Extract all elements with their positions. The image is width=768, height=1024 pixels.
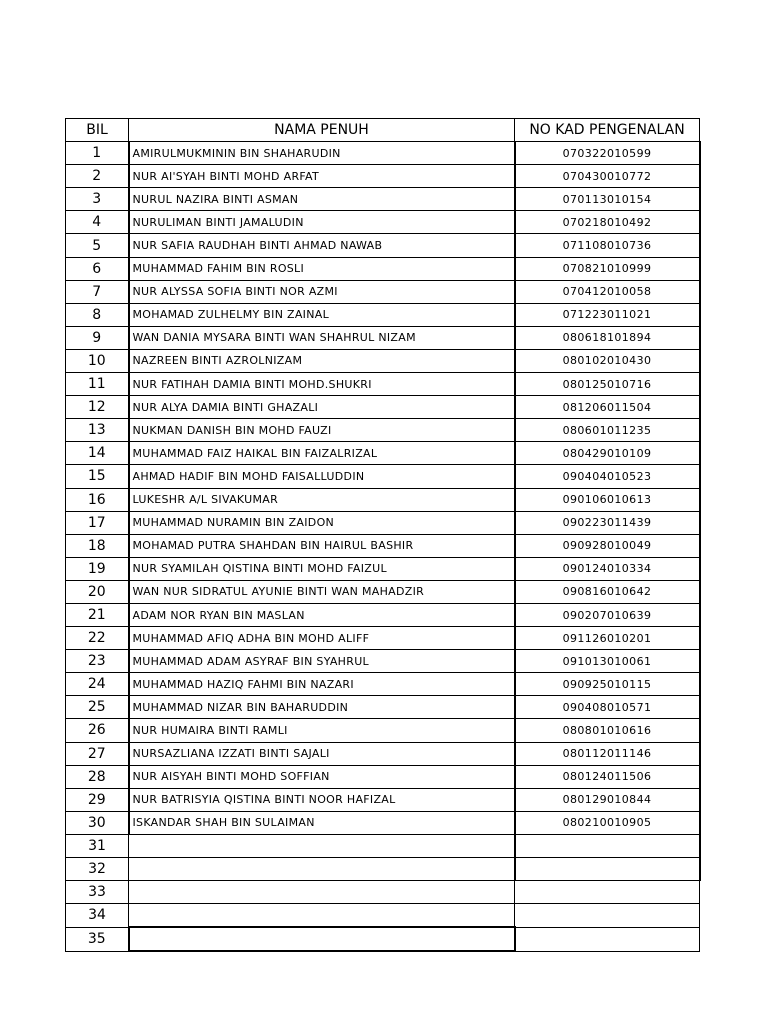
- row-number: 8: [66, 303, 129, 326]
- table-row: [66, 165, 700, 188]
- student-name-cell: MUHAMMAD NIZAR BIN BAHARUDDIN: [129, 696, 515, 719]
- table-row: [66, 858, 700, 881]
- header-nama-penuh: NAMA PENUH: [129, 119, 515, 142]
- row-number: 11: [66, 373, 129, 396]
- student-name-cell: [129, 927, 515, 951]
- ic-number-cell: 071108010736: [515, 234, 700, 257]
- ic-number-cell: 080618101894: [515, 326, 700, 349]
- ic-number-cell: 070113010154: [515, 188, 700, 211]
- table-row: [66, 349, 700, 372]
- ic-number-cell: 080601011235: [515, 419, 700, 442]
- table-row: [66, 603, 700, 626]
- ic-number-cell: 090223011439: [515, 511, 700, 534]
- table-row: [66, 580, 700, 603]
- student-name-cell: NUR HUMAIRA BINTI RAMLI: [129, 719, 515, 742]
- student-name-cell: [129, 881, 515, 904]
- student-list-table: [65, 118, 701, 952]
- student-name-cell: AHMAD HADIF BIN MOHD FAISALLUDDIN: [129, 465, 515, 488]
- table-row: [66, 650, 700, 673]
- ic-number-cell: 080210010905: [515, 811, 700, 834]
- table-row: [66, 326, 700, 349]
- student-name-cell: NURULIMAN BINTI JAMALUDIN: [129, 211, 515, 234]
- table-row: [66, 881, 700, 904]
- table-row: [66, 742, 700, 765]
- ic-number-cell: 091126010201: [515, 627, 700, 650]
- table-row: [66, 673, 700, 696]
- row-number: 10: [66, 349, 129, 372]
- student-name-cell: WAN NUR SIDRATUL AYUNIE BINTI WAN MAHADZIR: [129, 580, 515, 603]
- table-header-row: [66, 119, 700, 142]
- row-number: 26: [66, 719, 129, 742]
- table-row: [66, 257, 700, 280]
- ic-number-cell: 070218010492: [515, 211, 700, 234]
- student-name-cell: NUR AI'SYAH BINTI MOHD ARFAT: [129, 165, 515, 188]
- ic-number-cell: 080429010109: [515, 442, 700, 465]
- student-name-cell: NUR ALYA DAMIA BINTI GHAZALI: [129, 396, 515, 419]
- student-name-cell: MUHAMMAD HAZIQ FAHMI BIN NAZARI: [129, 673, 515, 696]
- student-name-cell: MUHAMMAD FAHIM BIN ROSLI: [129, 257, 515, 280]
- student-name-cell: [129, 858, 515, 881]
- table-row: [66, 303, 700, 326]
- row-number: 18: [66, 534, 129, 557]
- ic-number-cell: 090404010523: [515, 465, 700, 488]
- ic-number-cell: 070412010058: [515, 280, 700, 303]
- row-number: 7: [66, 280, 129, 303]
- row-number: 23: [66, 650, 129, 673]
- student-name-cell: NUR SYAMILAH QISTINA BINTI MOHD FAIZUL: [129, 557, 515, 580]
- student-name-cell: WAN DANIA MYSARA BINTI WAN SHAHRUL NIZAM: [129, 326, 515, 349]
- table-row: [66, 834, 700, 857]
- ic-number-cell: 080124011506: [515, 765, 700, 788]
- header-bil: BIL: [66, 119, 129, 142]
- table-row: [66, 904, 700, 928]
- table-row: [66, 188, 700, 211]
- student-name-cell: NUR FATIHAH DAMIA BINTI MOHD.SHUKRI: [129, 373, 515, 396]
- table-row: [66, 488, 700, 511]
- table-row: [66, 442, 700, 465]
- ic-number-cell: 080129010844: [515, 788, 700, 811]
- student-name-cell: NAZREEN BINTI AZROLNIZAM: [129, 349, 515, 372]
- ic-number-cell: [515, 881, 700, 904]
- table-row: [66, 627, 700, 650]
- table-row: [66, 234, 700, 257]
- row-number: 32: [66, 858, 129, 881]
- student-name-cell: NURUL NAZIRA BINTI ASMAN: [129, 188, 515, 211]
- row-number: 21: [66, 603, 129, 626]
- row-number: 1: [66, 142, 129, 165]
- row-number: 5: [66, 234, 129, 257]
- student-name-cell: AMIRULMUKMININ BIN SHAHARUDIN: [129, 142, 515, 165]
- row-number: 33: [66, 881, 129, 904]
- row-number: 17: [66, 511, 129, 534]
- ic-number-cell: 080801010616: [515, 719, 700, 742]
- ic-number-cell: [515, 927, 700, 951]
- row-number: 27: [66, 742, 129, 765]
- row-number: 15: [66, 465, 129, 488]
- ic-number-cell: 070322010599: [515, 142, 700, 165]
- student-name-cell: ISKANDAR SHAH BIN SULAIMAN: [129, 811, 515, 834]
- ic-number-cell: 090207010639: [515, 603, 700, 626]
- row-number: 3: [66, 188, 129, 211]
- ic-number-cell: 090816010642: [515, 580, 700, 603]
- table-row: [66, 719, 700, 742]
- ic-number-cell: 070821010999: [515, 257, 700, 280]
- row-number: 35: [66, 927, 129, 951]
- table-row: [66, 811, 700, 834]
- table-row: [66, 396, 700, 419]
- table-row: [66, 419, 700, 442]
- row-number: 25: [66, 696, 129, 719]
- ic-number-cell: 080102010430: [515, 349, 700, 372]
- student-name-cell: [129, 834, 515, 857]
- student-name-cell: NUKMAN DANISH BIN MOHD FAUZI: [129, 419, 515, 442]
- row-number: 4: [66, 211, 129, 234]
- row-number: 16: [66, 488, 129, 511]
- row-number: 28: [66, 765, 129, 788]
- ic-number-cell: [515, 834, 700, 857]
- header-no-kad-pengenalan: NO KAD PENGENALAN: [515, 119, 700, 142]
- table-row: [66, 465, 700, 488]
- table-row: [66, 511, 700, 534]
- ic-number-cell: 090106010613: [515, 488, 700, 511]
- table-row: [66, 280, 700, 303]
- row-number: 24: [66, 673, 129, 696]
- student-name-cell: NUR ALYSSA SOFIA BINTI NOR AZMI: [129, 280, 515, 303]
- ic-number-cell: 090928010049: [515, 534, 700, 557]
- table-row: [66, 373, 700, 396]
- student-name-cell: MUHAMMAD ADAM ASYRAF BIN SYAHRUL: [129, 650, 515, 673]
- student-name-cell: MOHAMAD PUTRA SHAHDAN BIN HAIRUL BASHIR: [129, 534, 515, 557]
- table-row: [66, 211, 700, 234]
- student-name-cell: MOHAMAD ZULHELMY BIN ZAINAL: [129, 303, 515, 326]
- student-name-cell: NURSAZLIANA IZZATI BINTI SAJALI: [129, 742, 515, 765]
- student-name-cell: MUHAMMAD FAIZ HAIKAL BIN FAIZALRIZAL: [129, 442, 515, 465]
- row-number: 9: [66, 326, 129, 349]
- student-name-cell: MUHAMMAD AFIQ ADHA BIN MOHD ALIFF: [129, 627, 515, 650]
- table-row: [66, 696, 700, 719]
- ic-number-cell: 080112011146: [515, 742, 700, 765]
- table-body: [66, 142, 700, 952]
- row-number: 20: [66, 580, 129, 603]
- row-number: 22: [66, 627, 129, 650]
- student-name-cell: ADAM NOR RYAN BIN MASLAN: [129, 603, 515, 626]
- row-number: 31: [66, 834, 129, 857]
- student-name-cell: NUR SAFIA RAUDHAH BINTI AHMAD NAWAB: [129, 234, 515, 257]
- ic-number-cell: [515, 858, 700, 881]
- table-row: [66, 927, 700, 951]
- row-number: 34: [66, 904, 129, 928]
- ic-number-cell: 090124010334: [515, 557, 700, 580]
- row-number: 12: [66, 396, 129, 419]
- student-name-cell: NUR BATRISYIA QISTINA BINTI NOOR HAFIZAL: [129, 788, 515, 811]
- ic-number-cell: [515, 904, 700, 928]
- ic-number-cell: 090925010115: [515, 673, 700, 696]
- row-number: 2: [66, 165, 129, 188]
- table-row: [66, 788, 700, 811]
- row-number: 19: [66, 557, 129, 580]
- table-row: [66, 534, 700, 557]
- ic-number-cell: 070430010772: [515, 165, 700, 188]
- student-name-cell: [129, 904, 515, 928]
- ic-number-cell: 090408010571: [515, 696, 700, 719]
- row-number: 29: [66, 788, 129, 811]
- ic-number-cell: 091013010061: [515, 650, 700, 673]
- table-row: [66, 557, 700, 580]
- row-number: 13: [66, 419, 129, 442]
- student-name-cell: MUHAMMAD NURAMIN BIN ZAIDON: [129, 511, 515, 534]
- table-row: [66, 142, 700, 165]
- row-number: 6: [66, 257, 129, 280]
- ic-number-cell: 081206011504: [515, 396, 700, 419]
- ic-number-cell: 071223011021: [515, 303, 700, 326]
- row-number: 14: [66, 442, 129, 465]
- student-name-cell: NUR AISYAH BINTI MOHD SOFFIAN: [129, 765, 515, 788]
- student-name-cell: LUKESHR A/L SIVAKUMAR: [129, 488, 515, 511]
- row-number: 30: [66, 811, 129, 834]
- table-row: [66, 765, 700, 788]
- ic-number-cell: 080125010716: [515, 373, 700, 396]
